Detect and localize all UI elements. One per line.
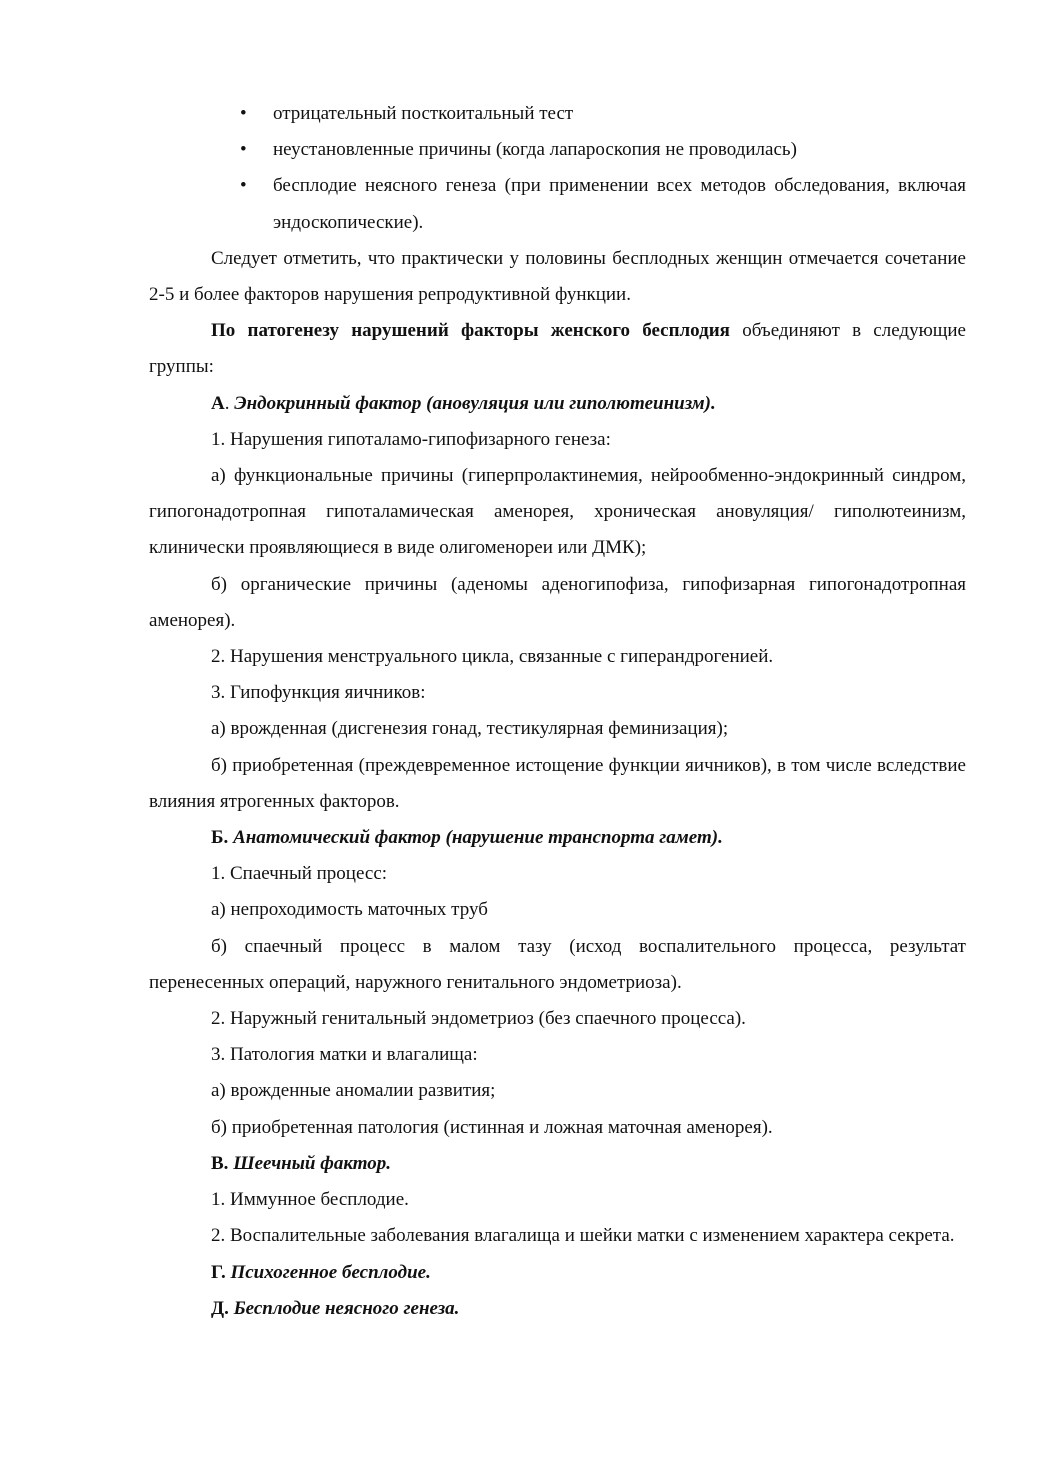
note-paragraph: Следует отметить, что практически у половины бесплодных женщин отмечается сочетание 2-5 и более факторов нарушения репродуктивной функции. <box>149 247 966 306</box>
section-a-item: 3. Гипофункция яичников: <box>211 682 426 704</box>
section-b-item: а) врожденные аномалии развития; <box>211 1080 496 1102</box>
section-v-title: Шеечный фактор. <box>233 1152 391 1174</box>
section-a-letter: А <box>211 392 225 414</box>
section-v-item: 2. Воспалительные заболевания влагалища и шейки матки с изменением характера секрета. <box>211 1225 955 1247</box>
section-a-sep: . <box>224 392 235 414</box>
bullet-list <box>149 96 966 241</box>
bullet-dot-icon: • <box>240 103 247 124</box>
bullet-item <box>149 132 966 168</box>
page-content <box>149 96 966 1327</box>
section-b-heading <box>149 820 966 856</box>
section-g-letter: Г. <box>211 1261 226 1283</box>
section-v-heading <box>149 1146 966 1182</box>
section-a-title: Эндокринный фактор (ановуляция или гиполютеинизм). <box>234 392 716 414</box>
section-b-item: б) приобретенная патология (истинная и ложная маточная аменорея). <box>211 1116 773 1138</box>
bullet-dot-icon: • <box>240 175 247 197</box>
section-a-heading <box>149 386 966 422</box>
section-v-item: 1. Иммунное бесплодие. <box>211 1189 409 1211</box>
groups-intro-bold: По патогенезу нарушений факторы женского бесплодия <box>211 320 730 342</box>
section-b-item: 1. Спаечный процесс: <box>211 863 388 885</box>
section-v-letter: В. <box>211 1152 229 1174</box>
section-b-item: 2. Наружный генитальный эндометриоз (без спаечного процесса). <box>211 1008 746 1030</box>
section-a-item: 1. Нарушения гипоталамо-гипофизарного генеза: <box>211 428 611 450</box>
section-g-heading <box>149 1255 966 1291</box>
bullet-text: отрицательный посткоитальный тест <box>273 103 574 124</box>
section-d-heading <box>149 1291 966 1327</box>
section-b-title: Анатомический фактор (нарушение транспорта гамет). <box>233 827 723 849</box>
section-a-item: б) органические причины (аденомы аденогипофиза, гипофизарная гипогонадотропная аменорея). <box>149 573 966 631</box>
section-a-item: б) приобретенная (преждевременное истощение функции яичников), в том числе вследствие влияния ятрогенных факторов. <box>149 754 966 812</box>
section-a-item: а) функциональные причины (гиперпролактинемия, нейрообменно-эндокринный синдром, гипогонадотропная гипоталамическая аменорея, хроническая ановуляция/ гиполютеинизм, клинически проявляющиеся в виде олигоменореи или ДМК); <box>149 465 966 559</box>
section-b-item: а) непроходимость маточных труб <box>211 899 488 921</box>
bullet-item <box>149 168 966 240</box>
section-a-item: а) врожденная (дисгенезия гонад, тестикулярная феминизация); <box>211 718 729 740</box>
bullet-item <box>149 96 966 132</box>
bullet-text: неустановленные причины (когда лапароскопия не проводилась) <box>273 139 797 161</box>
section-a-item: 2. Нарушения менструального цикла, связанные с гиперандрогенией. <box>211 646 774 668</box>
section-b-item: б) спаечный процесс в малом тазу (исход воспалительного процесса, результат перенесенных операций, наружного генитального эндометриоза). <box>149 935 966 993</box>
section-b-item: 3. Патология матки и влагалища: <box>211 1044 478 1066</box>
section-g-title: Психогенное бесплодие. <box>230 1261 431 1283</box>
section-d-letter: Д. <box>211 1297 229 1319</box>
bullet-text: бесплодие неясного генеза (при применении всех методов обследования, включая эндоскопические). <box>273 175 966 233</box>
groups-intro-rest: объединяют в следующие группы: <box>149 320 966 378</box>
groups-intro-paragraph <box>149 313 966 385</box>
bullet-dot-icon: • <box>240 139 247 161</box>
section-b-letter: Б. <box>211 827 229 849</box>
section-d-title: Бесплодие неясного генеза. <box>233 1297 460 1319</box>
